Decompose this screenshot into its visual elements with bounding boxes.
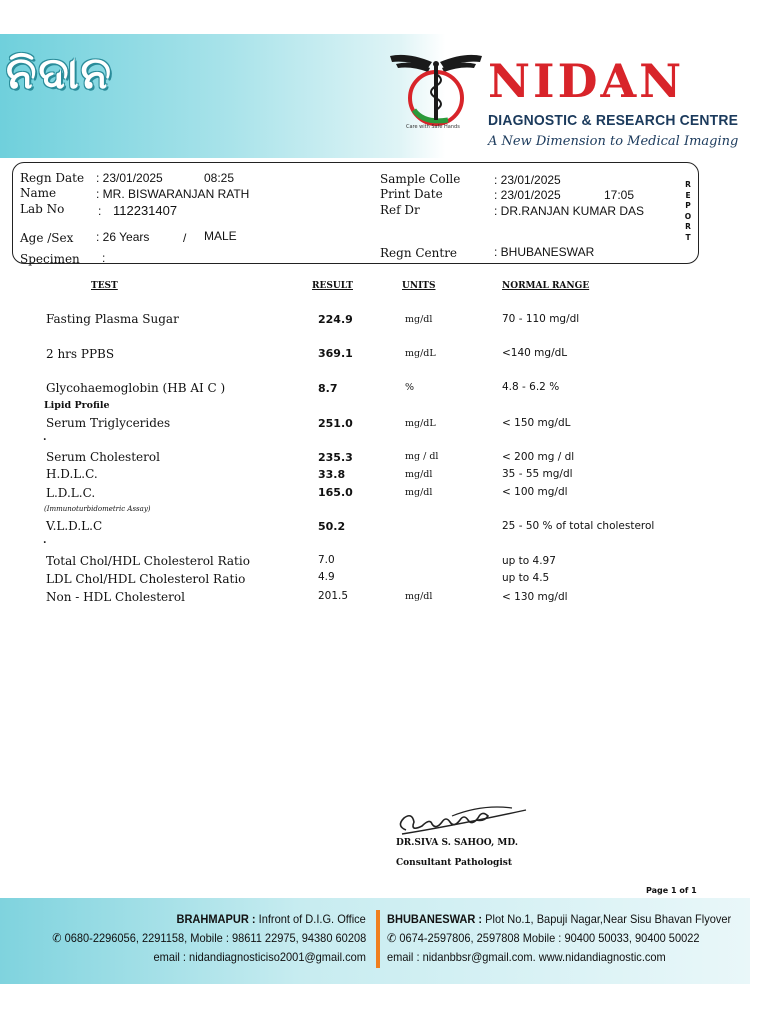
test-units: % <box>405 382 415 393</box>
col-header-test: TEST <box>91 281 118 291</box>
test-name: LDL Chol/HDL Cholesterol Ratio <box>46 572 246 586</box>
brahmapur-street: Infront of D.I.G. Office <box>255 912 366 926</box>
footer-divider <box>376 910 380 968</box>
test-name: Glycohaemoglobin (HB AI C ) <box>46 381 226 395</box>
regn-time-value: 08:25 <box>204 171 235 185</box>
test-name: V.L.D.L.C <box>46 519 103 533</box>
test-name: L.D.L.C. <box>46 486 96 500</box>
print-date-value: : 23/01/2025 <box>494 188 561 202</box>
page-number: Page 1 of 1 <box>646 886 697 895</box>
bhubaneswar-address <box>387 912 731 926</box>
test-result: 50.2 <box>318 520 346 533</box>
regn-date-value: : 23/01/2025 <box>96 171 163 185</box>
bhubaneswar-street: Plot No.1, Bapuji Nagar,Near Sisu Bhavan Flyover <box>482 912 732 926</box>
odia-logo: ନିଦାନ <box>6 48 113 99</box>
signature-image <box>392 796 532 840</box>
bhubaneswar-phone: ✆ 0674-2597806, 2597808 Mobile : 90400 50033, 90400 50022 <box>387 931 700 945</box>
doctor-name: DR.SIVA S. SAHOO, MD. <box>396 838 518 848</box>
print-date-label: Print Date <box>380 187 443 201</box>
ref-dr-value: : DR.RANJAN KUMAR DAS <box>494 204 645 218</box>
stray-dot: . <box>43 535 47 546</box>
test-name: Non - HDL Cholesterol <box>46 590 185 604</box>
doctor-title: Consultant Pathologist <box>396 858 512 868</box>
assay-note: (Immunoturbidometric Assay) <box>44 505 151 513</box>
test-normal-range: < 150 mg/dL <box>502 417 571 429</box>
print-time-value: 17:05 <box>604 188 635 202</box>
brand-name: NIDAN <box>488 54 685 108</box>
lab-no-value: 112231407 <box>113 203 178 218</box>
test-result: 251.0 <box>318 417 353 430</box>
age-sex-slash: / <box>183 231 187 245</box>
brahmapur-address <box>177 912 366 926</box>
test-units: mg/dl <box>405 591 433 602</box>
test-units: mg/dL <box>405 418 436 429</box>
test-normal-range: < 130 mg/dl <box>502 591 568 603</box>
stray-dot: . <box>43 432 47 443</box>
test-name: Serum Triglycerides <box>46 416 171 430</box>
specimen-label: Specimen <box>20 252 80 266</box>
test-units: mg/dL <box>405 348 436 359</box>
test-normal-range: 35 - 55 mg/dl <box>502 468 573 480</box>
regn-date-label: Regn Date <box>20 171 85 185</box>
test-normal-range: up to 4.97 <box>502 555 556 567</box>
sample-collection-value: : 23/01/2025 <box>494 173 561 187</box>
test-result: 7.0 <box>318 554 335 566</box>
brahmapur-phone: ✆ 0680-2296056, 2291158, Mobile : 98611 22975, 94380 60208 <box>52 931 366 945</box>
brand-tagline: A New Dimension to Medical Imaging <box>488 134 739 149</box>
lipid-profile-heading: Lipid Profile <box>44 400 110 411</box>
test-result: 33.8 <box>318 468 346 481</box>
caduceus-logo-icon <box>388 50 484 134</box>
patient-name-value: : MR. BISWARANJAN RATH <box>96 187 250 201</box>
col-header-units: UNITS <box>402 281 436 291</box>
test-result: 224.9 <box>318 313 353 326</box>
test-normal-range: <140 mg/dL <box>502 347 568 359</box>
brahmapur-email: email : nidandiagnosticiso2001@gmail.com <box>153 950 366 964</box>
test-units: mg/dl <box>405 314 433 325</box>
test-result: 369.1 <box>318 347 353 360</box>
test-name: Fasting Plasma Sugar <box>46 312 179 326</box>
test-normal-range: up to 4.5 <box>502 572 550 584</box>
test-units: mg/dl <box>405 487 433 498</box>
test-units: mg/dl <box>405 469 433 480</box>
test-name: Total Chol/HDL Cholesterol Ratio <box>46 554 250 568</box>
test-result: 4.9 <box>318 571 335 583</box>
report-vertical-label: R E P O R T <box>684 180 692 242</box>
test-normal-range: 25 - 50 % of total cholesterol <box>502 520 655 532</box>
test-result: 165.0 <box>318 486 353 499</box>
brahmapur-city: BRAHMAPUR : <box>176 912 256 926</box>
ref-dr-label: Ref Dr <box>380 203 420 217</box>
bhubaneswar-email: email : nidanbbsr@gmail.com. www.nidandiagnostic.com <box>387 950 666 964</box>
emblem-caption: Care with Safe Hands <box>406 124 460 130</box>
brand-subtitle: DIAGNOSTIC & RESEARCH CENTRE <box>488 112 739 129</box>
test-name: Serum Cholesterol <box>46 450 160 464</box>
age-value: : 26 Years <box>96 230 150 244</box>
col-header-normal-range: NORMAL RANGE <box>502 281 590 291</box>
test-normal-range: 70 - 110 mg/dl <box>502 313 580 325</box>
regn-centre-value: : BHUBANESWAR <box>494 245 595 259</box>
sex-value: MALE <box>204 229 237 243</box>
test-name: 2 hrs PPBS <box>46 347 115 361</box>
test-name: H.D.L.C. <box>46 467 98 481</box>
test-normal-range: < 100 mg/dl <box>502 486 568 498</box>
regn-centre-label: Regn Centre <box>380 246 458 260</box>
name-label: Name <box>20 186 57 200</box>
lab-no-label: Lab No <box>20 202 65 216</box>
test-normal-range: < 200 mg / dl <box>502 451 575 463</box>
test-units: mg / dl <box>405 451 439 462</box>
lab-no-colon: : <box>98 204 102 218</box>
sample-collection-label: Sample Colle <box>380 172 461 186</box>
age-sex-label: Age /Sex <box>20 231 74 245</box>
specimen-value: : <box>102 251 106 265</box>
test-result: 8.7 <box>318 382 338 395</box>
bhubaneswar-city: BHUBANESWAR : <box>387 912 483 926</box>
col-header-result: RESULT <box>312 281 353 291</box>
test-normal-range: 4.8 - 6.2 % <box>502 381 560 393</box>
test-result: 235.3 <box>318 451 353 464</box>
test-result: 201.5 <box>318 590 349 602</box>
